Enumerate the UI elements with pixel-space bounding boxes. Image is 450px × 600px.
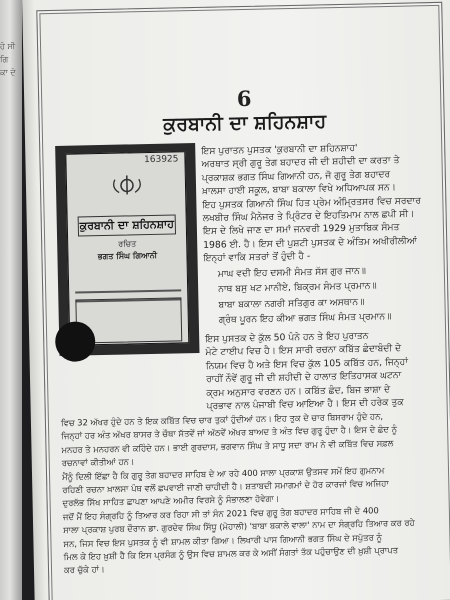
text-line: ਮੈਂਨੂੰ ਦਿਲੀ ਇੱਛਾ ਹੈ ਕਿ ਗੁਰੂ ਤੇਗ ਬਹਾਦਰ ਸਾਹਿਬ ਦੇ ਆ ਰਹੇ 400 ਸਾਲਾ ਪ੍ਰਕਾਸ਼ ਉਤਸਵ ਸਮੇਂ ਇਹ ਗੁਮਨਾਮ — [61, 464, 385, 482]
text-line: ਅਰਥਾਤ ਸ੍ਰੀ ਗੁਰੂ ਤੇਗ ਬਹਾਦਰ ਜੀ ਦੀ ਸ਼ਹੀਦੀ ਦਾ ਕਰਤਾ ਤੇ — [201, 155, 400, 171]
text-line: ਪ੍ਰਕਾਸ਼ਕ ਭਗਤ ਸਿੰਘ ਗਿਆਨੀ ਹਨ, ਜੋ ਗੁਰੂ ਤੇਗ ਬਹਾਦਰ — [201, 168, 391, 184]
verse-line: ਮਾਘ ਵਦੀ ਇਹ ਦਸਮੀ ਸੰਮਤ ਸੱਸ ਗੁਰ ਜਾਨ॥ — [217, 265, 367, 280]
text-line: ਨਿਯਮ ਵਿਚ ਹੈ ਅਤੇ ਇਸ ਵਿਚ ਕੁੱਲ 105 ਕਬਿੱਤ ਹਨ, ਜਿਨ੍ਹਾਂ — [205, 356, 408, 372]
left-page-edge — [0, 0, 22, 600]
cover-number: 163925 — [143, 154, 179, 166]
text-line: ਜਿਨ੍ਹਾਂ ਹਰ ਅੰਤ ਅੱਖਰ ਬਾਸਰ ਤੇ ਚੌਥਾ ਸੱਤਵੇਂ ਜਾਂ ਅੱਠਵੇਂ ਅੱਖਰ ਬਾਅਦ ਤੇ ਅੰਤ ਵਿਚ ਗੁਰੂ ਹੁੰਦਾ ਹੈ। ਇਸ ਦੇ ਛੰਦ ਨੂੰ — [61, 424, 398, 442]
text-line: ਇਸ ਪੁਰਾਤਨ ਪੁਸਤਕ 'ਕੁਰਬਾਨੀ ਦਾ ਸ਼ਹਿਨਸ਼ਾਹ' — [201, 142, 358, 157]
verse-block — [204, 263, 392, 329]
book-page — [22, 0, 450, 600]
text-line: ਇਹ ਪੁਸਤਕ ਗਿਆਨੀ ਸਿੰਘ ਹਿਤ ਪ੍ਰੇਮ ਅੰਮ੍ਰਿਤਸਰ ਵਿਚ ਸਰਦਾਰ — [202, 194, 421, 211]
intro-paragraph — [201, 140, 422, 265]
text-line: ਮੋਟੇ ਟਾਈਪ ਵਿਚ ਹੈ। ਇਸ ਸਾਰੀ ਰਚਨਾ ਕਬਿੱਤ ਛੰਦਾਬੰਦੀ ਦੇ — [205, 343, 402, 359]
text-line: ਇਸ ਪੁਸਤਕ ਦੇ ਕੁੱਲ 50 ਪੰਨੇ ਹਨ ਤੇ ਇਹ ਪੁਰਾਤਨ — [205, 330, 369, 345]
text-line: ਇਸ ਦੇ ਲਿਖੇ ਜਾਣ ਦਾ ਸਮਾਂ ਜਨਵਰੀ 1929 ਮੁਤਾਬਿਕ ਸੰਮਤ — [202, 222, 400, 238]
verse-line: ਗ੍ਰੰਥ ਪੂਰਨ ਇਹ ਕੀਆ ਭਗਤ ਸਿੰਘ ਸੰਮਤ ਪ੍ਰਮਾਨ॥ — [218, 311, 392, 326]
text-line: ਰਚਨਾਵਾਂ ਕੀਤੀਆਂ ਹਨ। — [61, 456, 135, 469]
text-line: ਕ੍ਰਮ ਅਨੁਸਾਰ ਵਰਣਨ ਹਨ। ਕਬਿੱਤ ਛੰਦ, ਬਿਜ ਭਾਸ਼ਾ ਦੇ — [206, 383, 391, 399]
text-line: ਲਖਬੀਰ ਸਿੰਘ ਮੈਨੇਜਰ ਤੇ ਪ੍ਰਿੰਟਰ ਦੇ ਇਹਤਿਮਾਮ ਨਾਲ ਛਪੀ ਸੀ। — [202, 208, 415, 224]
text-line: ਵਿਚ 32 ਅੱਖਰ ਹੁੰਦੇ ਹਨ ਤੇ ਇਕ ਕਬਿੱਤ ਵਿਚ ਚਾਰ ਤੁਕਾਂ ਹੁੰਦੀਆਂ ਹਨ। ਇਹ ਤੁਕ ਦੇ ਚਾਰ ਬਿਸਰਾਮ ਹੁੰਦੇ ਹਨ, — [60, 411, 384, 428]
text-line: ਮਨਹਰ ਤੇ ਮਨਹਰਨ ਵੀ ਕਹਿੰਦੇ ਹਨ। ਭਾਈ ਗੁਰਦਾਸ, ਭਗਵਾਨ ਸਿੰਘ ਤੇ ਸਾਧੂ ਸਦਾ ਰਾਮ ਨੇ ਵੀ ਕਬਿੱਤ ਵਿਚ ਸਫ਼ਲ — [61, 437, 394, 455]
cover-title: ਕੁਰਬਾਨੀ ਦਾ ਸ਼ਹਿਨਸ਼ਾਹ — [78, 214, 176, 236]
text-line: ਮਿਲ ਕੇ ਇਹ ਖ਼ੁਸ਼ੀ ਹੈ ਕਿ ਇਸ ਪ੍ਰਸੰਗ ਨੂੰ ਉਸ ਵਿਚ ਸ਼ਾਮਲ ਕਰ ਕੇ ਅਸੀਂ ਸੰਗਤਾਂ ਤੱਕ ਪਹੁੰਚਾਉਣ ਦੀ ਖ਼ੁਸ਼ੀ ਪ੍ਰਾਪਤ — [63, 544, 399, 562]
text-line: ਦੁਰਲੱਭ ਸਿੱਖ ਸਾਹਿਤ ਛਾਪਣਾ ਆਪਣੇ ਅਮੀਰ ਵਿਰਸੇ ਨੂੰ ਸੰਭਾਲਣਾ ਹੋਵੇਗਾ। — [62, 493, 280, 509]
book-cover — [65, 151, 189, 345]
chapter-title: ਕੁਰਬਾਨੀ ਦਾ ਸ਼ਹਿਨਸ਼ਾਹ — [163, 110, 327, 136]
text-line: ਸਾਲਾ ਪ੍ਰਕਾਸ਼ ਪੁਰਬ ਦੌਰਾਨ ਡਾ. ਗੁਰਦੇਵ ਸਿੰਘ ਸਿੱਧੂ (ਮੋਹਾਲੀ) 'ਬਾਬਾ ਬਕਾਲੇ ਵਾਲਾ' ਨਾਮ ਦਾ ਸੰਗ੍ਰਹਿ ਤਿਆਰ ਕਰ ਰਹੇ — [63, 517, 415, 536]
text-line: ਰਹਿਣੀ ਰਚਨਾ ਖ਼ਾਲਸਾ ਪੰਥ ਵਲੋਂ ਛਪਵਾਈ ਜਾਣੀ ਚਾਹੀਦੀ ਹੈ। ਸ਼ਤਾਬਦੀ ਸਮਾਗਮਾਂ ਦੇ ਹੋਰ ਕਾਰਜਾਂ ਵਿਚ ਅਜਿਹਾ — [62, 478, 389, 495]
verse-line: ਬਾਬਾ ਬਕਾਲਾ ਨਗਰੀ ਸਤਿਗੁਰ ਕਾ ਅਸਥਾਨ॥ — [218, 296, 365, 311]
right-paragraph — [205, 329, 409, 414]
text-line: ਖ਼ਾਲਸਾ ਹਾਈ ਸਕੂਲ, ਬਾਬਾ ਬਕਾਲਾ ਵਿਖੇ ਅਧਿਆਪਕ ਸਨ। — [202, 182, 396, 198]
text-line: ਇਨ੍ਹਾਂ ਵਾਕਿ ਸਤਰਾਂ ਤੋਂ ਹੁੰਦੀ ਹੈ - — [203, 250, 311, 265]
text-line: ਸਨ, ਜਿਸ ਵਿਚ ਇਸ ਪੁਸਤਕ ਨੂੰ ਵੀ ਸ਼ਾਮਲ ਕੀਤਾ ਗਿਆ। ਲਿਖਾਰੀ ਪਾਸ ਗਿਆਨੀ ਭਗਤ ਸਿੰਘ ਦੇ ਸਪੁੱਤਰ ਨੂੰ — [63, 531, 382, 549]
text-line: ਕਰ ਚੁੱਕੇ ਹਾਂ। — [63, 564, 105, 576]
book-cover-photo — [55, 143, 199, 356]
left-page-fragment: ਹੋ ਸੀ ਗਿ ਕਾ ਦੇ — [0, 42, 16, 77]
cover-author: ਭਗਤ ਸਿੰਘ ਗਿਆਨੀ — [97, 250, 158, 262]
verse-line: ਨਾਥ ਬਸੁ ਖਟ ਮਾਨੀਏ, ਬਿਕ੍ਰਮ ਸੰਮਤ ਪ੍ਰਮਾਨ॥ — [218, 280, 377, 295]
cover-subtitle: ਰਚਿਤ — [118, 239, 137, 249]
khanda-emblem-icon — [107, 173, 147, 196]
text-line: ਪ੍ਰਭਾਵ ਨਾਲ ਪੰਜਾਬੀ ਵਿਚ ਆਇਆ ਹੈ। ਇਸ ਦੀ ਹਰੇਕ ਤੁਕ — [206, 396, 404, 412]
chapter-number: 6 — [236, 85, 252, 112]
text-line: 1986 ਈ. ਹੈ। ਇਸ ਦੀ ਪੁਸ਼ਟੀ ਪੁਸਤਕ ਦੇ ਅੰਤਿਮ ਅਖੀਰੀਲੀਆਂ — [203, 235, 417, 251]
text-line: ਜਦੋਂ ਮੈਂ ਇਹ ਸੰਗ੍ਰਹਿ ਨੂੰ ਤਿਆਰ ਕਰ ਰਿਹਾ ਸੀ ਤਾਂ ਸੰਨ 2021 ਵਿਚ ਗੁਰੂ ਤੇਗ ਬਹਾਦਰ ਸਾਹਿਬ ਜੀ ਦੇ 400 — [62, 505, 379, 522]
text-line: ਰਾਹੀਂ ਨੌਵੇਂ ਗੁਰੂ ਜੀ ਦੀ ਸ਼ਹੀਦੀ ਦੇ ਹਾਲਾਤ ਇਤਿਹਾਸਕ ਘਟਨਾ — [205, 369, 402, 386]
full-width-paragraph — [61, 410, 416, 578]
